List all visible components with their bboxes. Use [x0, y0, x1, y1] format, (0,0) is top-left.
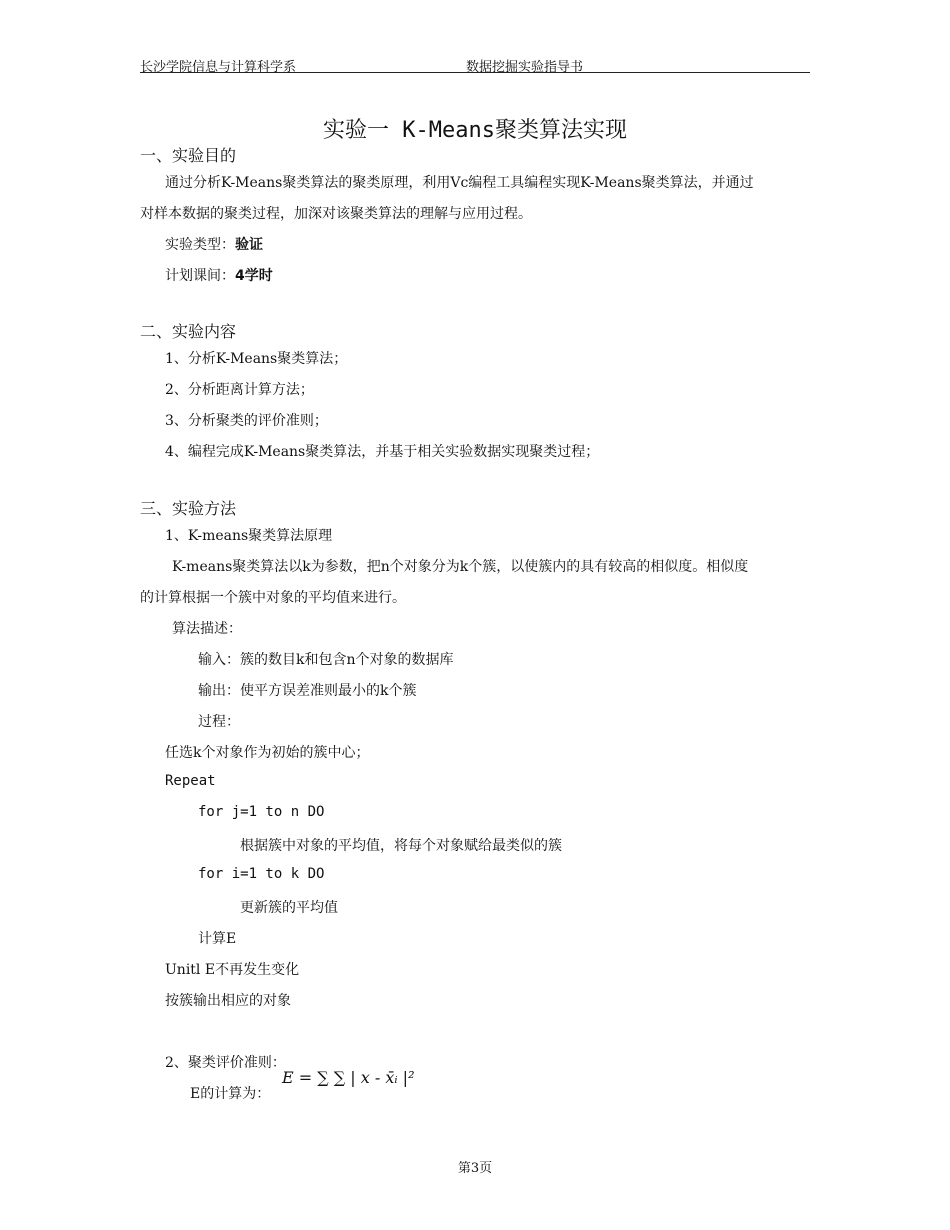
algorithm-output: 输出：使平方误差准则最小的k个簇 [198, 683, 417, 699]
algorithm-process-label: 过程： [198, 714, 240, 730]
planned-hours-value: 4学时 [235, 268, 273, 284]
method-subheading-principle: 1、K-means聚类算法原理 [165, 528, 333, 544]
page-number: 第3页 [457, 1161, 493, 1176]
header-department: 长沙学院信息与计算科学系 [140, 60, 297, 75]
section-heading-method: 三、实验方法 [140, 499, 237, 518]
algorithm-step: 计算E [198, 931, 237, 947]
error-formula: E = ∑ ∑ | x - x̄ᵢ |² [282, 1068, 415, 1087]
purpose-paragraph-line-2: 对样本数据的聚类过程，加深对该聚类算法的理解与应用过程。 [140, 206, 532, 222]
content-item: 4、编程完成K-Means聚类算法，并基于相关实验数据实现聚类过程； [165, 444, 600, 460]
planned-hours [165, 265, 273, 285]
content-item: 1、分析K-Means聚类算法； [165, 351, 348, 367]
algorithm-step: for i=1 to k DO [198, 866, 325, 882]
section-heading-purpose: 一、实验目的 [140, 146, 237, 165]
experiment-type-value: 验证 [235, 237, 263, 253]
algorithm-step: 根据簇中对象的平均值，将每个对象赋给最类似的簇 [240, 838, 562, 854]
algorithm-step: Unitl E不再发生变化 [165, 962, 300, 978]
content-item: 2、分析距离计算方法； [165, 382, 314, 398]
method-subheading-criterion: 2、聚类评价准则： [165, 1055, 286, 1071]
content-item: 3、分析聚类的评价准则； [165, 413, 328, 429]
algorithm-step: 更新簇的平均值 [240, 900, 338, 916]
principle-paragraph-line-2: 的计算根据一个簇中对象的平均值来进行。 [140, 590, 406, 606]
algorithm-step: 按簇输出相应的对象 [165, 993, 291, 1009]
experiment-type [165, 234, 263, 254]
header-book-title: 数据挖掘实验指导书 [466, 60, 584, 75]
formula-label: E的计算为： [190, 1086, 271, 1102]
algorithm-step: Repeat [165, 773, 216, 789]
principle-paragraph-line-1: K-means聚类算法以k为参数，把n个对象分为k个簇，以使簇内的具有较高的相似度。相似度 [172, 559, 749, 575]
experiment-type-label: 实验类型： [165, 237, 235, 253]
algorithm-step: 任选k个对象作为初始的簇中心； [165, 745, 370, 761]
section-heading-content: 二、实验内容 [140, 322, 237, 341]
algorithm-input: 输入：簇的数目k和包含n个对象的数据库 [198, 652, 454, 668]
algorithm-description-label: 算法描述： [172, 621, 242, 637]
purpose-paragraph-line-1: 通过分析K-Means聚类算法的聚类原理，利用Vc编程工具编程实现K-Means聚类算法，并通过 [165, 175, 754, 191]
page-header [140, 52, 810, 73]
algorithm-step: for j=1 to n DO [198, 804, 325, 820]
experiment-title: 实验一 K-Means聚类算法实现 [323, 118, 627, 143]
planned-hours-label: 计划课间： [165, 268, 235, 284]
